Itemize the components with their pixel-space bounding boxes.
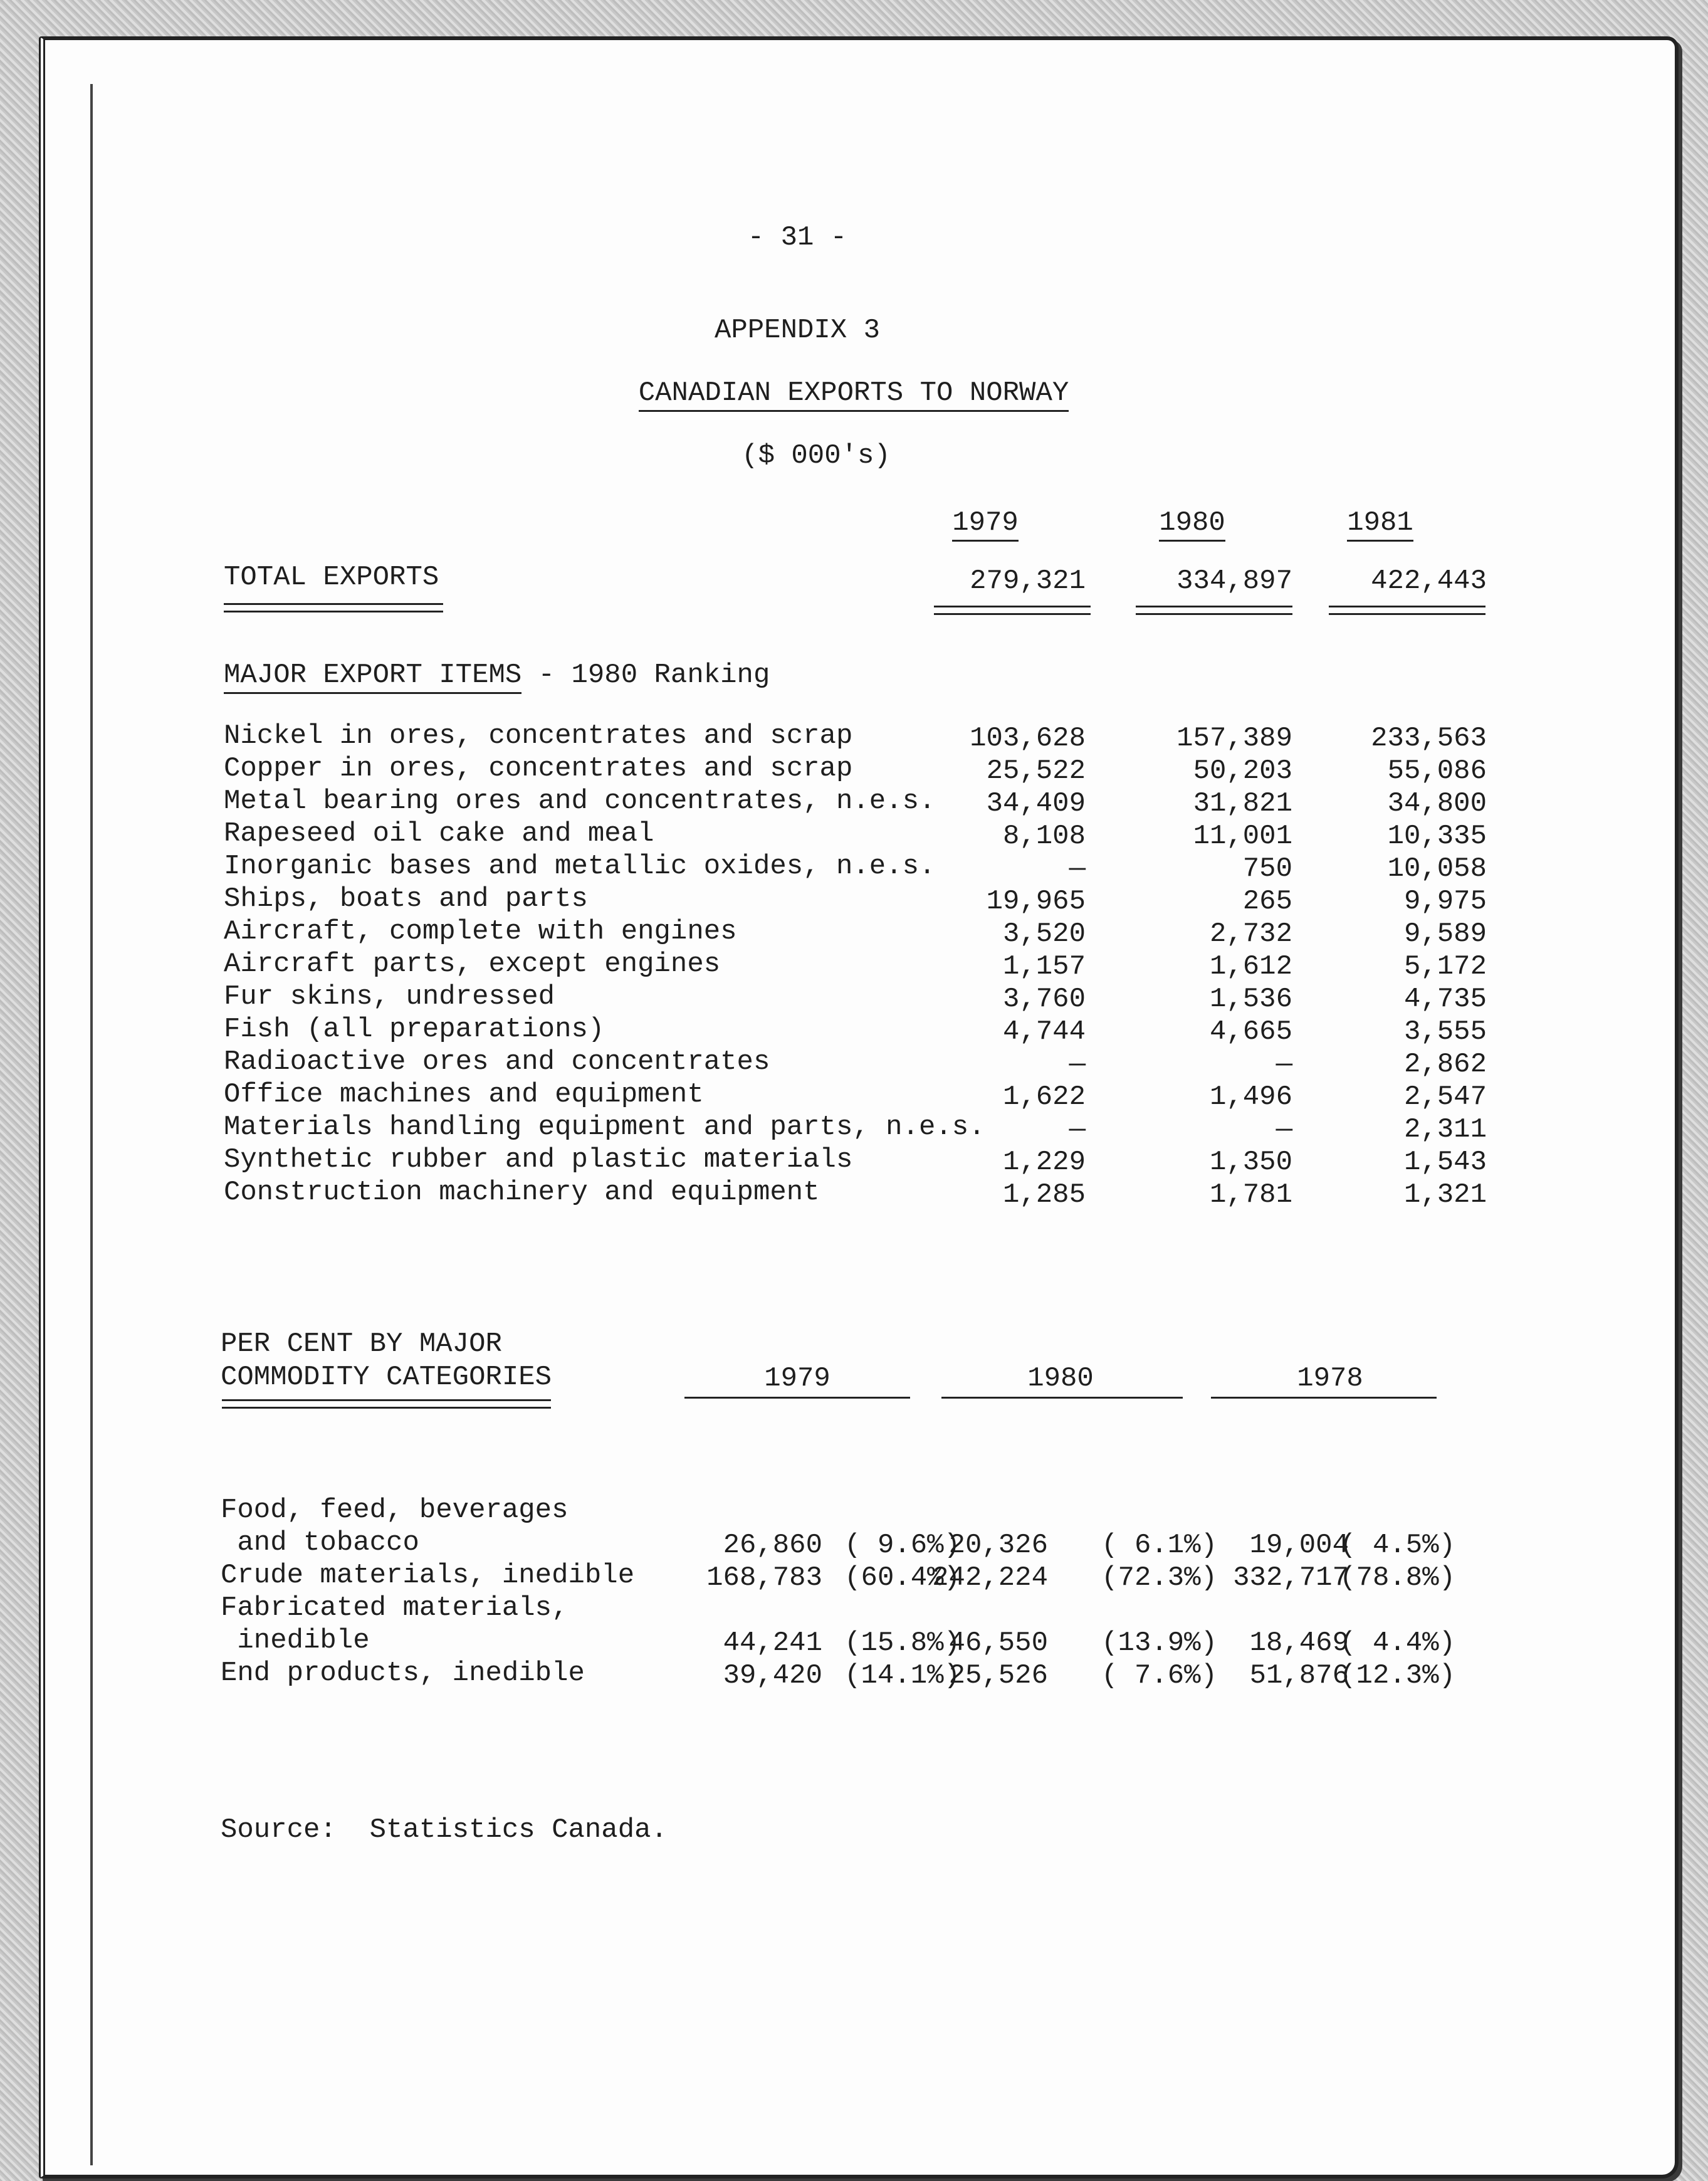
export-item-label: Metal bearing ores and concentrates, n.e.s. <box>224 786 936 817</box>
export-item-label: Fur skins, undressed <box>224 981 555 1012</box>
export-item-value-1980: — <box>1276 1049 1292 1080</box>
export-item-label: Construction machinery and equipment <box>224 1177 820 1208</box>
export-item-value-1980: — <box>1276 1114 1292 1145</box>
export-item-value-1980: 1,781 <box>1209 1179 1292 1211</box>
units-label: ($ 000's) <box>741 440 891 471</box>
appendix-label: APPENDIX 3 <box>714 315 881 346</box>
export-item-value-1981: 233,563 <box>1371 723 1487 754</box>
year-header-1981: 1981 <box>1305 507 1455 539</box>
export-item-value-1980: 750 <box>1242 853 1292 885</box>
export-item-value-1981: 2,862 <box>1403 1049 1487 1080</box>
export-item-value-1979: 1,229 <box>1002 1147 1086 1178</box>
export-item-value-1981: 4,735 <box>1403 984 1487 1015</box>
category-amount: 46,550 <box>948 1627 1048 1659</box>
export-item-value-1979: 1,622 <box>1002 1081 1086 1113</box>
total-1981: 422,443 <box>1371 565 1487 597</box>
category-amount: 26,860 <box>723 1530 822 1561</box>
export-item-value-1981: 1,321 <box>1403 1179 1487 1211</box>
export-item-value-1979: 34,409 <box>986 788 1086 819</box>
category-percent: (60.4%) <box>844 1562 960 1594</box>
export-item-value-1980: 1,350 <box>1209 1147 1292 1178</box>
binding-line <box>90 84 93 2165</box>
export-item-label: Ships, boats and parts <box>224 883 588 915</box>
category-label: End products, inedible <box>221 1658 585 1689</box>
total-1979: 279,321 <box>970 565 1086 597</box>
export-item-value-1981: 2,547 <box>1403 1081 1487 1113</box>
category-percent: ( 9.6%) <box>844 1530 960 1561</box>
category-amount: 44,241 <box>723 1627 822 1659</box>
category-percent: (13.9%) <box>1101 1627 1217 1659</box>
export-item-value-1979: 25,522 <box>986 755 1086 787</box>
export-item-value-1979: 3,760 <box>1002 984 1086 1015</box>
export-item-value-1979: 19,965 <box>986 886 1086 917</box>
export-item-label: Aircraft parts, except engines <box>224 949 721 980</box>
export-item-label: Inorganic bases and metallic oxides, n.e.s. <box>224 851 936 882</box>
export-item-value-1981: 3,555 <box>1403 1016 1487 1048</box>
document-page <box>39 36 1679 2178</box>
export-item-value-1979: 3,520 <box>1002 918 1086 950</box>
export-item-label: Fish (all preparations) <box>224 1014 605 1045</box>
category-amount: 39,420 <box>723 1660 822 1691</box>
export-item-label: Radioactive ores and concentrates <box>224 1046 770 1078</box>
export-item-value-1979: 103,628 <box>970 723 1086 754</box>
export-item-value-1981: 5,172 <box>1403 951 1487 982</box>
export-item-value-1979: 4,744 <box>1002 1016 1086 1048</box>
export-item-label: Materials handling equipment and parts, n.e.s. <box>224 1112 985 1143</box>
bottom-year-2-rule <box>941 1397 1183 1399</box>
export-item-label: Copper in ores, concentrates and scrap <box>224 753 853 784</box>
total-1980: 334,897 <box>1176 565 1292 597</box>
export-item-label: Office machines and equipment <box>224 1079 704 1110</box>
category-label: and tobacco <box>221 1527 419 1558</box>
category-percent: ( 7.6%) <box>1101 1660 1217 1691</box>
total-exports-label: TOTAL EXPORTS <box>224 562 439 593</box>
export-item-value-1981: 55,086 <box>1387 755 1487 787</box>
export-item-value-1980: 1,496 <box>1209 1081 1292 1113</box>
export-item-value-1979: 1,285 <box>1002 1179 1086 1211</box>
export-item-value-1979: — <box>1069 1049 1086 1080</box>
bottom-year-2: 1980 <box>1027 1363 1094 1394</box>
export-item-value-1980: 1,612 <box>1209 951 1292 982</box>
category-heading-underline <box>222 1399 551 1409</box>
category-amount: 168,783 <box>706 1562 822 1594</box>
category-heading-line1: PER CENT BY MAJOR <box>221 1328 502 1360</box>
category-amount: 20,326 <box>948 1530 1048 1561</box>
category-percent: (72.3%) <box>1101 1562 1217 1594</box>
category-amount: 18,469 <box>1249 1627 1349 1659</box>
category-percent: (14.1%) <box>844 1660 960 1691</box>
export-item-value-1980: 4,665 <box>1209 1016 1292 1048</box>
category-label: Food, feed, beverages <box>221 1495 568 1526</box>
export-item-value-1980: 2,732 <box>1209 918 1292 950</box>
export-item-value-1981: 2,311 <box>1403 1114 1487 1145</box>
export-item-value-1981: 10,335 <box>1387 821 1487 852</box>
bottom-year-3-rule <box>1211 1397 1437 1399</box>
category-amount: 332,717 <box>1233 1562 1349 1594</box>
category-label: Crude materials, inedible <box>221 1560 635 1591</box>
export-item-value-1980: 157,389 <box>1176 723 1292 754</box>
export-item-value-1979: — <box>1069 853 1086 885</box>
export-item-value-1981: 10,058 <box>1387 853 1487 885</box>
category-amount: 51,876 <box>1249 1660 1349 1691</box>
category-percent: ( 6.1%) <box>1101 1530 1217 1561</box>
category-label: inedible <box>221 1625 370 1656</box>
major-items-heading: MAJOR EXPORT ITEMS - 1980 Ranking <box>224 660 770 691</box>
export-item-label: Synthetic rubber and plastic materials <box>224 1144 853 1175</box>
export-item-value-1981: 1,543 <box>1403 1147 1487 1178</box>
category-heading-line2: COMMODITY CATEGORIES <box>221 1362 552 1393</box>
bottom-year-1-rule <box>684 1397 910 1399</box>
category-percent: (12.3%) <box>1339 1660 1455 1691</box>
total-1980-underline <box>1136 606 1292 615</box>
category-percent: (15.8%) <box>844 1627 960 1659</box>
export-item-label: Nickel in ores, concentrates and scrap <box>224 720 853 752</box>
total-1979-underline <box>934 606 1091 615</box>
category-amount: 25,526 <box>948 1660 1048 1691</box>
bottom-year-3: 1978 <box>1297 1363 1363 1394</box>
export-item-value-1980: 11,001 <box>1193 821 1292 852</box>
export-item-value-1981: 9,975 <box>1403 886 1487 917</box>
year-header-1979: 1979 <box>910 507 1061 539</box>
bottom-year-1: 1979 <box>764 1363 830 1394</box>
category-label: Fabricated materials, <box>221 1592 568 1624</box>
export-item-label: Aircraft, complete with engines <box>224 916 737 947</box>
source-note: Source: Statistics Canada. <box>221 1814 668 1846</box>
export-item-value-1981: 34,800 <box>1387 788 1487 819</box>
export-item-value-1981: 9,589 <box>1403 918 1487 950</box>
export-item-value-1980: 1,536 <box>1209 984 1292 1015</box>
export-item-value-1980: 50,203 <box>1193 755 1292 787</box>
export-item-value-1980: 31,821 <box>1193 788 1292 819</box>
category-percent: ( 4.5%) <box>1339 1530 1455 1561</box>
document-title: CANADIAN EXPORTS TO NORWAY <box>609 377 1098 409</box>
export-item-value-1979: 8,108 <box>1002 821 1086 852</box>
category-percent: ( 4.4%) <box>1339 1627 1455 1659</box>
export-item-label: Rapeseed oil cake and meal <box>224 818 654 849</box>
category-amount: 242,224 <box>932 1562 1048 1594</box>
year-header-1980: 1980 <box>1117 507 1267 539</box>
category-percent: (78.8%) <box>1339 1562 1455 1594</box>
page-number: - 31 - <box>747 222 847 253</box>
total-1981-underline <box>1329 606 1485 615</box>
category-amount: 19,004 <box>1249 1530 1349 1561</box>
export-item-value-1980: 265 <box>1242 886 1292 917</box>
export-item-value-1979: — <box>1069 1114 1086 1145</box>
total-underline <box>224 603 443 612</box>
export-item-value-1979: 1,157 <box>1002 951 1086 982</box>
